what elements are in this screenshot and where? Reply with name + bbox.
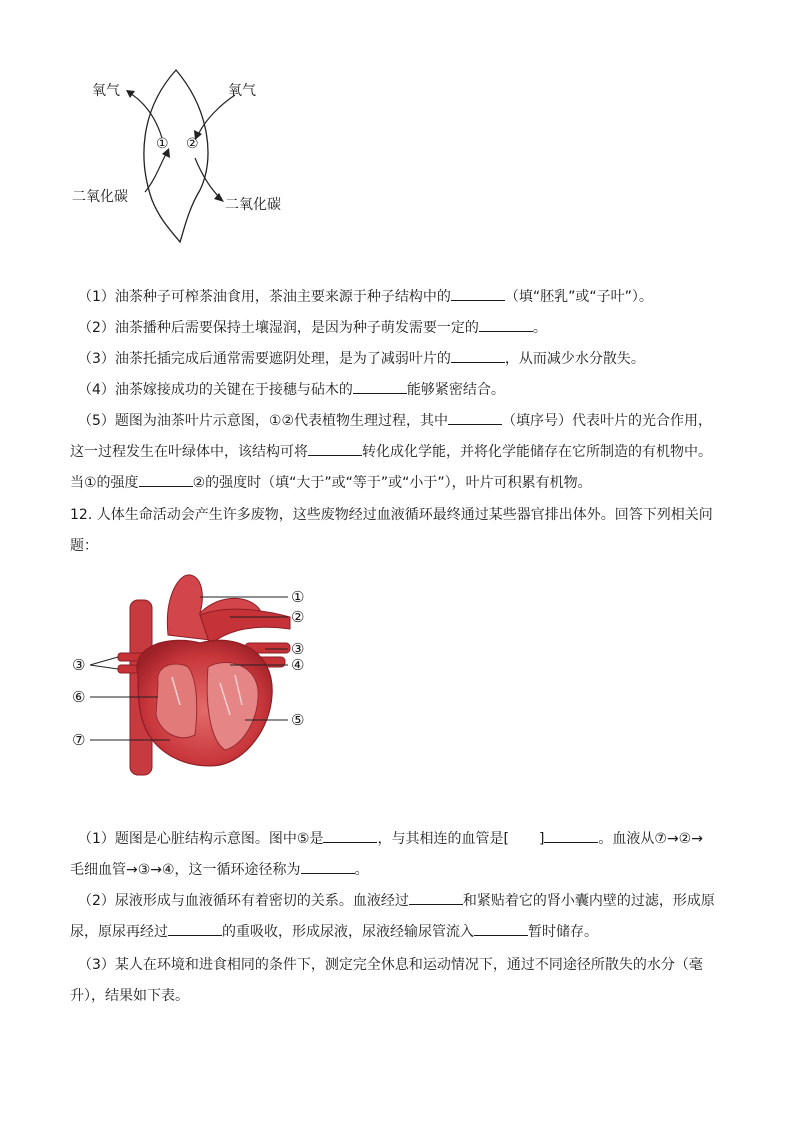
answer-blank[interactable] <box>323 828 377 843</box>
heart-label-5: ⑤ <box>291 711 305 729</box>
oxygen-label-right: 氧气 <box>228 83 256 99</box>
question-11-3: （3）油茶托插完成后通常需要遮阴处理，是为了减弱叶片的 ，从而减少水分散失。 <box>78 348 645 369</box>
question-12-1-line1: （1）题图是心脏结构示意图。图中⑤是 ，与其相连的血管是[ ] 。血液从⑦→②→ <box>78 828 703 849</box>
co2-label-left: 二氧化碳 <box>72 189 128 205</box>
question-11-5-line3: 当①的强度 ②的强度时（填“大于”或“等于”或“小于”），叶片可积累有机物。 <box>70 472 592 493</box>
question-12-2-line1: （2）尿液形成与血液循环有着密切的关系。血液经过 和紧贴着它的肾小囊内壁的过滤，形成原 <box>78 890 715 911</box>
question-12-intro-line2: 题： <box>70 538 98 554</box>
question-11-5-line1: （5）题图为油茶叶片示意图，①②代表植物生理过程，其中 （填序号）代表叶片的光合作用， <box>78 410 712 431</box>
heart-label-4: ④ <box>291 656 305 674</box>
co2-label-right: 二氧化碳 <box>225 197 281 213</box>
heart-label-2: ② <box>291 608 305 626</box>
answer-blank[interactable] <box>474 921 528 936</box>
answer-blank[interactable] <box>451 348 505 363</box>
question-12-intro-line1: 12. 人体生命活动会产生许多废物，这些废物经过血液循环最终通过某些器官排出体外。回答下列相关问 <box>70 507 713 523</box>
heart-diagram <box>60 565 330 780</box>
heart-label-3-right: ③ <box>291 640 305 658</box>
heart-label-1: ① <box>291 588 305 606</box>
leaf-diagram <box>60 60 320 250</box>
heart-illustration <box>60 565 330 780</box>
heart-label-3-left: ③ <box>72 656 86 674</box>
process-marker-1: ① <box>156 136 169 152</box>
question-11-1: （1）油茶种子可榨茶油食用，茶油主要来源于种子结构中的 （填“胚乳”或“子叶”）。 <box>78 286 653 307</box>
answer-blank[interactable] <box>544 828 598 843</box>
question-12-1-line2: 毛细血管→③→④，这一循环途径称为 。 <box>70 859 369 880</box>
answer-blank[interactable] <box>168 921 222 936</box>
answer-blank[interactable] <box>301 859 355 874</box>
answer-blank[interactable] <box>451 286 505 301</box>
answer-blank[interactable] <box>409 890 463 905</box>
heart-label-7: ⑦ <box>72 731 86 749</box>
oxygen-label-left: 氧气 <box>92 83 120 99</box>
answer-blank[interactable] <box>308 441 362 456</box>
question-11-2: （2）油茶播种后需要保持土壤湿润，是因为种子萌发需要一定的 。 <box>78 317 547 338</box>
answer-blank[interactable] <box>139 472 193 487</box>
heart-label-6: ⑥ <box>72 688 86 706</box>
question-12-3-line2: 升），结果如下表。 <box>70 988 189 1004</box>
answer-blank[interactable] <box>479 317 533 332</box>
question-11-5-line2: 这一过程发生在叶绿体中，该结构可将 转化成化学能，并将化学能储存在它所制造的有机物中。 <box>70 441 712 462</box>
answer-blank[interactable] <box>448 410 502 425</box>
process-marker-2: ② <box>186 136 199 152</box>
answer-blank[interactable] <box>353 379 407 394</box>
question-12-2-line2: 尿，原尿再经过 的重吸收，形成尿液，尿液经输尿管流入 暂时储存。 <box>70 921 598 942</box>
question-11-4: （4）油茶嫁接成功的关键在于接穗与砧木的 能够紧密结合。 <box>78 379 505 400</box>
question-12-3-line1: （3）某人在环境和进食相同的条件下，测定完全休息和运动情况下，通过不同途径所散失的水分（毫 <box>78 957 703 973</box>
